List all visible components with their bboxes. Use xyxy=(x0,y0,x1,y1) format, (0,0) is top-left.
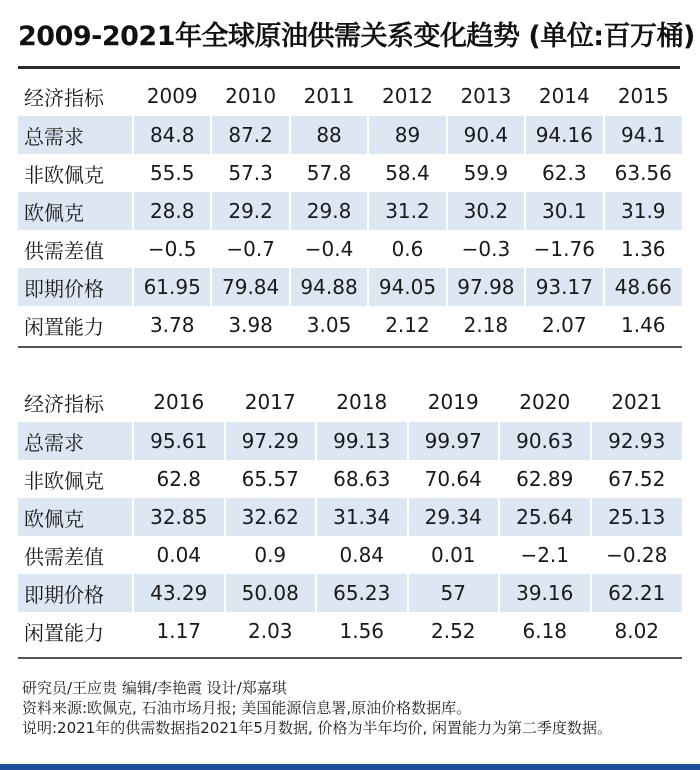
value-cell: 90.4 xyxy=(447,116,525,154)
value-cell: 6.18 xyxy=(499,612,591,650)
table-row xyxy=(18,192,682,230)
value-cell: 0.84 xyxy=(316,536,408,574)
year-header-cell: 2010 xyxy=(211,76,289,116)
row-label-cell: 闲置能力 xyxy=(24,620,104,645)
value-cell: 31.9 xyxy=(604,192,682,230)
value-cell: 62.3 xyxy=(525,154,603,192)
value-cell: 67.52 xyxy=(591,460,683,498)
value-cell: 79.84 xyxy=(211,268,289,306)
value-cell: 3.98 xyxy=(211,306,289,344)
value-cell: 32.85 xyxy=(133,498,225,536)
year-header-cell: 2009 xyxy=(133,76,211,116)
value-cell: 43.29 xyxy=(133,574,225,612)
year-header-cell: 2011 xyxy=(290,76,368,116)
table-row xyxy=(18,230,682,268)
value-cell: 55.5 xyxy=(133,154,211,192)
value-cell: 58.4 xyxy=(368,154,446,192)
source-text: 资料来源:欧佩克, 石油市场月报; 美国能源信息署,原油价格数据库。 xyxy=(22,699,472,717)
credits-text: 研究员/王应贵 编辑/李艳霞 设计/郑嘉琪 xyxy=(22,679,287,697)
value-cell: 1.46 xyxy=(604,306,682,344)
data-table-2009-2015 xyxy=(18,76,682,344)
row-label-cell: 欧佩克 xyxy=(18,192,133,230)
data-table-2016-2021 xyxy=(18,382,682,650)
value-cell: 2.12 xyxy=(368,306,446,344)
value-cell: −0.4 xyxy=(290,230,368,268)
year-header-cell: 2020 xyxy=(499,382,591,422)
row-label-cell: 即期价格 xyxy=(18,268,133,306)
value-cell: 0.6 xyxy=(368,230,446,268)
value-cell: 90.63 xyxy=(499,422,591,460)
table-row xyxy=(18,116,682,154)
year-header-cell: 2014 xyxy=(525,76,603,116)
value-cell: 8.02 xyxy=(591,612,683,650)
value-cell: 70.64 xyxy=(408,460,500,498)
value-cell: −1.76 xyxy=(525,230,603,268)
value-cell: 30.1 xyxy=(525,192,603,230)
year-header-cell: 2016 xyxy=(133,382,225,422)
value-cell: 57 xyxy=(408,574,500,612)
value-cell: 3.05 xyxy=(290,306,368,344)
value-cell: 68.63 xyxy=(316,460,408,498)
value-cell: 29.8 xyxy=(290,192,368,230)
note-text: 说明:2021年的供需数据指2021年5月数据, 价格为半年均价, 闲置能力为第二季度数据。 xyxy=(22,719,613,737)
value-cell: 95.61 xyxy=(133,422,225,460)
table-row xyxy=(18,536,682,574)
table-row xyxy=(18,422,682,460)
value-cell: 94.05 xyxy=(368,268,446,306)
header-label-cell: 经济指标 xyxy=(24,391,104,416)
value-cell: 65.57 xyxy=(225,460,317,498)
value-cell: 29.2 xyxy=(211,192,289,230)
value-cell: 1.56 xyxy=(316,612,408,650)
value-cell: 92.93 xyxy=(591,422,683,460)
value-cell: 1.17 xyxy=(133,612,225,650)
table-row xyxy=(18,498,682,536)
value-cell: 62.8 xyxy=(133,460,225,498)
row-label-cell: 供需差值 xyxy=(24,544,104,569)
table-row xyxy=(18,612,682,650)
year-header-cell: 2013 xyxy=(447,76,525,116)
row-label-cell: 总需求 xyxy=(18,422,133,460)
table-header-row xyxy=(18,382,682,422)
row-label-cell: 总需求 xyxy=(18,116,133,154)
value-cell: −0.3 xyxy=(447,230,525,268)
value-cell: −0.7 xyxy=(211,230,289,268)
year-header-cell: 2017 xyxy=(225,382,317,422)
row-label-cell: 即期价格 xyxy=(18,574,133,612)
value-cell: 1.36 xyxy=(604,230,682,268)
value-cell: 31.2 xyxy=(368,192,446,230)
value-cell: 94.88 xyxy=(290,268,368,306)
row-label-cell: 闲置能力 xyxy=(24,314,104,339)
value-cell: 3.78 xyxy=(133,306,211,344)
value-cell: 62.89 xyxy=(499,460,591,498)
year-header-cell: 2019 xyxy=(408,382,500,422)
value-cell: 94.16 xyxy=(525,116,603,154)
year-header-cell: 2012 xyxy=(368,76,446,116)
value-cell: 97.29 xyxy=(225,422,317,460)
value-cell: 2.03 xyxy=(225,612,317,650)
row-label-cell: 非欧佩克 xyxy=(24,162,104,187)
value-cell: 29.34 xyxy=(408,498,500,536)
value-cell: 2.07 xyxy=(525,306,603,344)
year-header-cell: 2015 xyxy=(604,76,682,116)
value-cell: 25.64 xyxy=(499,498,591,536)
bottom-accent-bar xyxy=(0,764,700,770)
value-cell: −2.1 xyxy=(499,536,591,574)
value-cell: 63.56 xyxy=(604,154,682,192)
value-cell: 39.16 xyxy=(499,574,591,612)
value-cell: 59.9 xyxy=(447,154,525,192)
row-label-cell: 供需差值 xyxy=(24,238,104,263)
value-cell: 99.13 xyxy=(316,422,408,460)
table-row xyxy=(18,268,682,306)
value-cell: 32.62 xyxy=(225,498,317,536)
value-cell: 57.8 xyxy=(290,154,368,192)
table-row xyxy=(18,460,682,498)
table-divider xyxy=(18,346,682,348)
table-header-row xyxy=(18,76,682,116)
value-cell: 62.21 xyxy=(591,574,683,612)
table-row xyxy=(18,574,682,612)
year-header-cell: 2018 xyxy=(316,382,408,422)
table-row xyxy=(18,306,682,344)
title-divider xyxy=(18,66,680,69)
value-cell: 0.9 xyxy=(225,536,317,574)
value-cell: 28.8 xyxy=(133,192,211,230)
value-cell: 50.08 xyxy=(225,574,317,612)
value-cell: 88 xyxy=(290,116,368,154)
value-cell: 0.04 xyxy=(133,536,225,574)
value-cell: 57.3 xyxy=(211,154,289,192)
value-cell: 2.52 xyxy=(408,612,500,650)
value-cell: 89 xyxy=(368,116,446,154)
value-cell: 61.95 xyxy=(133,268,211,306)
year-header-cell: 2021 xyxy=(591,382,683,422)
header-label-cell: 经济指标 xyxy=(24,85,104,110)
table-divider xyxy=(18,657,682,659)
page-title: 2009-2021年全球原油供需关系变化趋势 (单位:百万桶) xyxy=(18,21,695,52)
row-label-cell: 欧佩克 xyxy=(18,498,133,536)
value-cell: 94.1 xyxy=(604,116,682,154)
value-cell: 30.2 xyxy=(447,192,525,230)
value-cell: 2.18 xyxy=(447,306,525,344)
value-cell: 48.66 xyxy=(604,268,682,306)
value-cell: 84.8 xyxy=(133,116,211,154)
value-cell: 25.13 xyxy=(591,498,683,536)
value-cell: −0.28 xyxy=(591,536,683,574)
value-cell: 93.17 xyxy=(525,268,603,306)
value-cell: 97.98 xyxy=(447,268,525,306)
table-row xyxy=(18,154,682,192)
value-cell: 87.2 xyxy=(211,116,289,154)
value-cell: 31.34 xyxy=(316,498,408,536)
value-cell: 99.97 xyxy=(408,422,500,460)
value-cell: −0.5 xyxy=(133,230,211,268)
row-label-cell: 非欧佩克 xyxy=(24,468,104,493)
value-cell: 65.23 xyxy=(316,574,408,612)
value-cell: 0.01 xyxy=(408,536,500,574)
